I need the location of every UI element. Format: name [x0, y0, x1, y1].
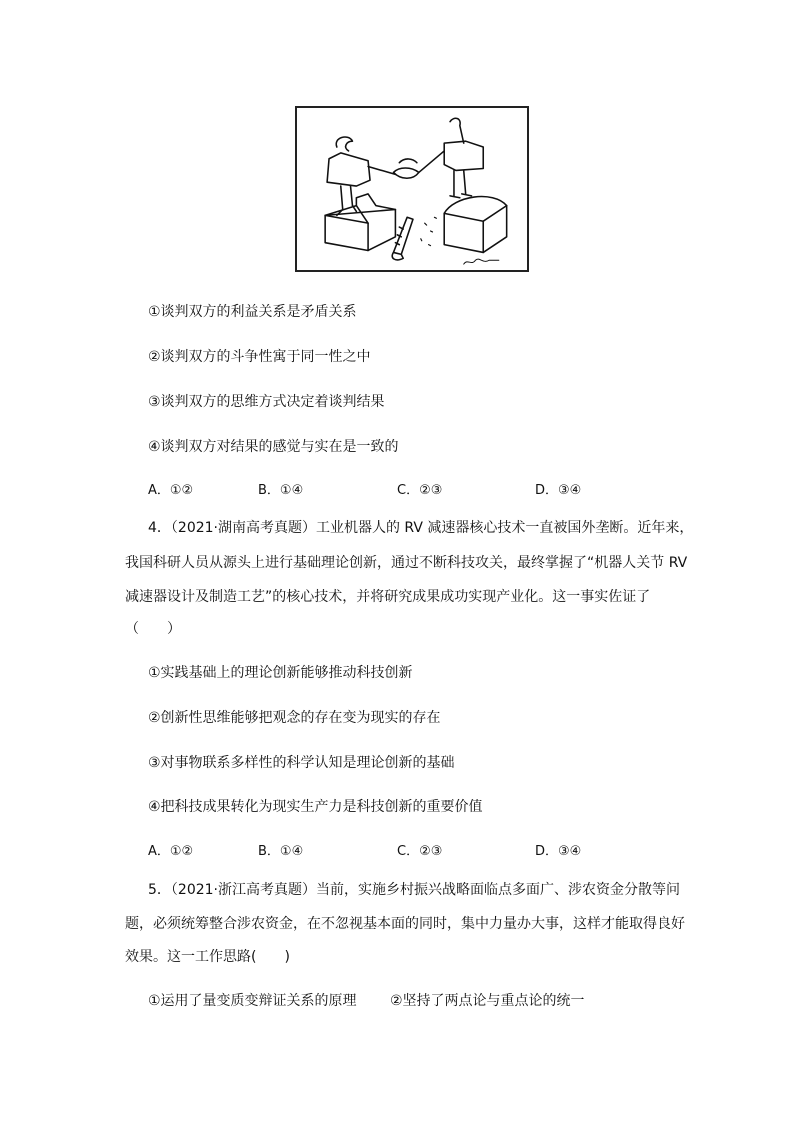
q3-choice-c: C．②③ — [397, 483, 443, 498]
q3-option-1: ①谈判双方的利益关系是矛盾关系 — [148, 304, 357, 320]
q3-choice-d: D．③④ — [535, 483, 582, 498]
q4-stem-line-1: 4．（2021·湖南高考真题）工业机器人的 RV 减速器核心技术一直被国外垄断。近年来， — [148, 520, 694, 536]
q4-option-1: ①实践基础上的理论创新能够推动科技创新 — [148, 665, 413, 681]
q5-stem-line-3: 效果。这一工作思路( ) — [125, 949, 290, 965]
cartoon-figure — [295, 106, 529, 272]
q4-choice-d: D．③④ — [535, 844, 582, 859]
q4-stem-line-3: 减速器设计及制造工艺”的核心技术，并将研究成果成功实现产业化。这一事实佐证了 — [125, 589, 651, 605]
q4-choice-c: C．②③ — [397, 844, 443, 859]
q4-choice-a: A．①② — [148, 844, 194, 859]
q3-option-2: ②谈判双方的斗争性寓于同一性之中 — [148, 349, 371, 365]
q3-choice-b: B．①④ — [258, 483, 304, 498]
q5-option-1: ①运用了量变质变辩证关系的原理 — [148, 993, 357, 1009]
q5-option-2: ②坚持了两点论与重点论的统一 — [390, 993, 585, 1009]
q4-option-4: ④把科技成果转化为现实生产力是科技创新的重要价值 — [148, 799, 483, 815]
q4-option-3: ③对事物联系多样性的科学认知是理论创新的基础 — [148, 755, 455, 771]
q4-stem-line-4: （ ） — [125, 621, 181, 637]
q5-stem-line-1: 5．（2021·浙江高考真题）当前，实施乡村振兴战略面临点多面广、涉农资金分散等问 — [148, 882, 680, 898]
q3-choice-a: A．①② — [148, 483, 194, 498]
handshake-cartoon-image — [297, 108, 527, 270]
q4-stem-line-2: 我国科研人员从源头上进行基础理论创新，通过不断科技攻关，最终掌握了“机器人关节 RV — [125, 555, 688, 571]
q3-option-3: ③谈判双方的思维方式决定着谈判结果 — [148, 394, 385, 410]
q4-choice-b: B．①④ — [258, 844, 304, 859]
q4-option-2: ②创新性思维能够把观念的存在变为现实的存在 — [148, 710, 441, 726]
q3-option-4: ④谈判双方对结果的感觉与实在是一致的 — [148, 439, 399, 455]
q5-stem-line-2: 题，必须统筹整合涉农资金，在不忽视基本面的同时，集中力量办大事，这样才能取得良好 — [125, 916, 685, 932]
